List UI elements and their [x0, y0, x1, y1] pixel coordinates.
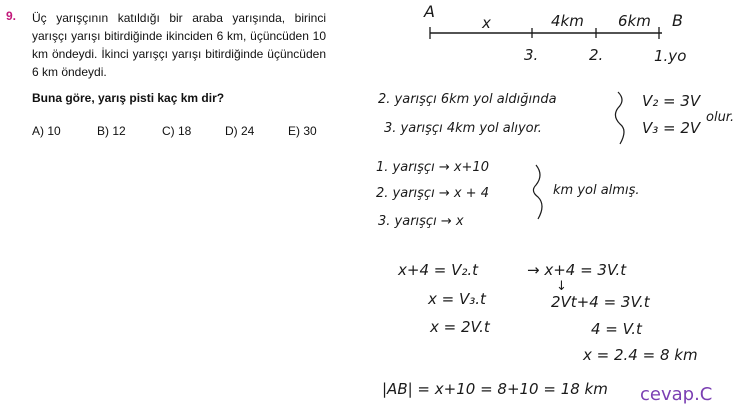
mark-second: 2.: [589, 46, 604, 64]
racer-2: 2. yarışçı → x + 4: [376, 186, 489, 201]
eq-final: |AB| = x+10 = 8+10 = 18 km: [382, 380, 608, 398]
eq-3: x = 2V.t: [430, 318, 490, 336]
option-c[interactable]: C) 18: [162, 124, 192, 138]
answer-mark: cevap.C: [640, 384, 713, 405]
mark-third: 3.: [524, 46, 539, 64]
label-b: B: [672, 11, 683, 30]
question-number: 9.: [6, 9, 17, 23]
option-a[interactable]: A) 10: [32, 124, 61, 138]
label-4km: 4km: [551, 12, 584, 30]
eq-5: 2Vt+4 = 3V.t: [551, 293, 650, 311]
eq-7: x = 2.4 = 8 km: [583, 346, 698, 364]
eq-4: → x+4 = 3V.t: [527, 261, 627, 279]
question-prompt: Buna göre, yarış pisti kaç km dir?: [32, 91, 225, 105]
v3-equation: V₃ = 2V: [642, 119, 701, 137]
brace-2: [533, 165, 542, 219]
arrow-down: ↓: [556, 279, 567, 294]
note-km: km yol almış.: [553, 183, 640, 198]
v2-equation: V₂ = 3V: [642, 92, 701, 110]
eq-6: 4 = V.t: [591, 320, 642, 338]
note-olur: olur.: [706, 110, 735, 125]
label-a: A: [424, 2, 435, 21]
question-text: Üç yarışçının katıldığı bir araba yarışında, birinci yarışçı yarışı bitirdiğinde ikinciden 6 km, üçüncüden 10 km öndeydi. İkinci yarışçı yarışı bitirdiğinde üçüncüden 6 km öndeydi.: [32, 11, 326, 79]
eq-2: x = V₃.t: [428, 290, 486, 308]
note-line-2: 3. yarışçı 4km yol alıyor.: [384, 121, 542, 136]
mark-first: 1.yo: [654, 47, 687, 65]
racer-1: 1. yarışçı → x+10: [376, 160, 489, 175]
eq-1: x+4 = V₂.t: [398, 261, 479, 279]
option-e[interactable]: E) 30: [288, 124, 317, 138]
brace-1: [615, 92, 624, 144]
note-line-1: 2. yarışçı 6km yol aldığında: [378, 92, 557, 107]
racer-3: 3. yarışçı → x: [378, 214, 464, 229]
label-x: x: [482, 14, 491, 32]
option-b[interactable]: B) 12: [97, 124, 126, 138]
label-6km: 6km: [618, 12, 651, 30]
option-d[interactable]: D) 24: [225, 124, 255, 138]
